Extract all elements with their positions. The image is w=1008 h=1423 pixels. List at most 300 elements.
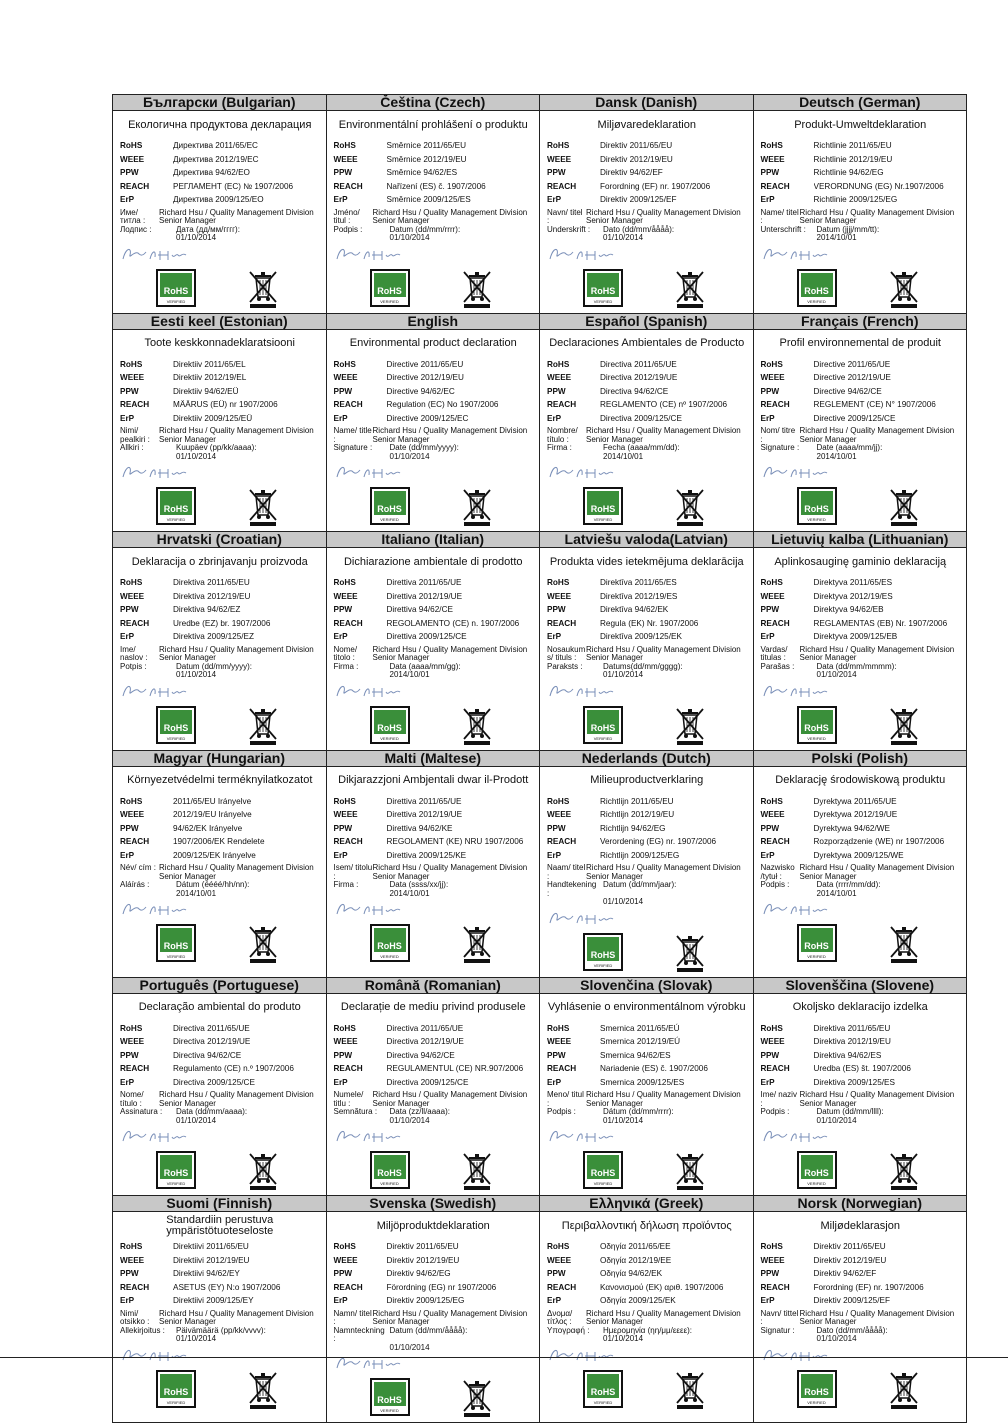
regulation-row [334, 849, 534, 863]
regulation-label: PPW [760, 1269, 780, 1278]
regulation-value: 94/62/EK Irányelve [173, 823, 243, 833]
sign-row [547, 226, 747, 235]
regulation-list [547, 576, 747, 644]
regulation-label: ErP [120, 632, 135, 641]
name-row [547, 1091, 747, 1108]
regulation-label: REACH [760, 618, 790, 628]
sign-label: Handtekening : [547, 880, 597, 898]
regulation-value: Směrnice 94/62/ES [386, 168, 458, 177]
rohs-logo-sub: VERIFIED [799, 516, 835, 523]
sign-label: Signature : [760, 443, 800, 452]
date-label: Data (aaaa/mm/gg): [389, 661, 461, 671]
name-value: Richard Hsu / Quality Management Division Senior Manager [799, 1308, 955, 1326]
regulation-list [120, 1022, 320, 1090]
regulation-label: REACH [547, 400, 577, 409]
regulation-label: WEEE [547, 373, 572, 382]
sign-label: Signatur : [760, 1325, 795, 1335]
regulation-value: Forordning (EF) nr. 1907/2006 [600, 181, 711, 191]
regulation-row [120, 849, 320, 863]
rohs-verified-logo [156, 487, 196, 525]
compliance-logos [334, 485, 534, 531]
handwritten-signature [334, 1125, 534, 1149]
regulation-row [120, 153, 320, 167]
regulation-row [120, 603, 320, 617]
regulation-label: PPW [760, 168, 780, 177]
date-value: 01/10/2014 [389, 1115, 430, 1125]
language-header: Slovenčina (Slovak) [540, 978, 753, 994]
regulation-row [334, 835, 534, 849]
regulation-label: WEEE [547, 1037, 572, 1046]
name-value: Richard Hsu / Quality Management Division Senior Manager [159, 863, 314, 881]
rohs-logo-sub: VERIFIED [799, 298, 835, 305]
compliance-logos [334, 1149, 534, 1195]
declaration-body [540, 330, 753, 532]
grid-row [113, 751, 967, 978]
declaration-title: Standardiin perustuva ympäristötuoteseloste [166, 1214, 274, 1237]
regulation-label: WEEE [760, 591, 785, 601]
date-label: Date (aaaa/mm/jj): [816, 443, 883, 452]
rohs-verified-logo [583, 1370, 623, 1408]
regulation-row [761, 371, 961, 385]
name-label: Vardas/ titulas : [760, 644, 788, 662]
regulation-row [334, 590, 534, 604]
sign-row [547, 881, 747, 898]
regulation-row [334, 1062, 534, 1076]
regulation-row [120, 193, 320, 207]
rohs-logo-text: RoHS [163, 285, 189, 296]
language-header: Français (French) [754, 314, 967, 330]
rohs-logo-sub: VERIFIED [799, 1180, 835, 1187]
regulation-value: Nařízení (ES) č. 1907/2006 [386, 181, 486, 191]
name-value: Richard Hsu / Quality Management Division Senior Manager [799, 1090, 955, 1108]
declaration-cell [754, 1196, 968, 1423]
declaration-cell [540, 751, 754, 978]
regulation-label: WEEE [547, 1255, 572, 1265]
declaration-body [754, 767, 967, 969]
regulation-value: Nariadenie (ES) č. 1907/2006 [600, 1064, 708, 1073]
declaration-body [754, 548, 967, 750]
regulation-value: Directiva 2009/125/CE [386, 1077, 469, 1087]
regulation-row [547, 630, 747, 644]
declaration-body [327, 1212, 540, 1422]
regulation-row [120, 358, 320, 372]
regulation-value: Regula (EK) Nr. 1907/2006 [600, 618, 699, 628]
regulation-row [547, 371, 747, 385]
signatory-block [547, 209, 747, 243]
name-value: Richard Hsu / Quality Management Division Senior Manager [372, 1090, 528, 1108]
regulation-label: WEEE [120, 373, 145, 382]
regulation-row [334, 1254, 534, 1268]
rohs-logo-text: RoHS [377, 722, 402, 733]
regulation-row [334, 371, 534, 385]
handwritten-signature [120, 1125, 320, 1149]
regulation-row [761, 1240, 961, 1254]
regulation-row [120, 1281, 320, 1295]
grid-row [113, 1196, 967, 1423]
regulation-label: ErP [547, 1077, 562, 1087]
regulation-value: Directive 2012/19/UE [813, 373, 891, 382]
regulation-value: Directive 2009/125/EC [386, 413, 469, 423]
rohs-verified-logo [583, 269, 623, 307]
date-label: Datum (dd/mm/rrrr): [389, 224, 461, 234]
regulation-list [334, 576, 534, 644]
regulation-value: REGULAMENTUL (CE) NR.907/2006 [386, 1064, 524, 1073]
rohs-verified-logo [156, 706, 196, 744]
compliance-logos [120, 1149, 320, 1195]
regulation-row [334, 1035, 534, 1049]
regulation-row [334, 576, 534, 590]
regulation-value: Richtlinie 2012/19/EU [813, 154, 893, 164]
regulation-value: Směrnice 2011/65/EU [386, 141, 466, 150]
regulation-label: RoHS [547, 1242, 570, 1251]
regulation-row [761, 166, 961, 180]
regulation-label: REACH [760, 1064, 790, 1073]
sign-label: Υπογραφή : [547, 1325, 590, 1335]
date-value: 01/10/2014 [816, 1334, 857, 1343]
handwritten-signature [120, 680, 320, 704]
handwritten-signature [761, 1125, 961, 1149]
regulation-row [761, 590, 961, 604]
regulation-value: Směrnice 2009/125/ES [386, 195, 471, 204]
regulation-label: WEEE [547, 591, 572, 601]
regulation-row [334, 398, 534, 412]
regulation-label: PPW [120, 605, 139, 614]
sign-label: Podpis : [333, 224, 363, 234]
signatory-block [334, 864, 534, 898]
regulation-label: WEEE [333, 154, 358, 164]
declaration-title: Dikjarazzjoni Ambjentali dwar il-Prodott [338, 774, 529, 786]
rohs-logo-text: RoHS [163, 1386, 189, 1397]
date-label: Dátum (éééé/hh/nn): [176, 880, 250, 889]
regulation-label: REACH [333, 1282, 363, 1292]
regulation-list [761, 1022, 961, 1090]
rohs-logo-sub: VERIFIED [158, 1180, 194, 1187]
signatory-block [120, 427, 320, 461]
regulation-row [334, 795, 534, 809]
regulation-label: RoHS [760, 1242, 783, 1251]
regulation-label: ErP [120, 413, 135, 423]
regulation-value: Direktiva 2011/65/EU [173, 578, 250, 587]
crossed-out-wheelie-bin-icon [675, 487, 705, 532]
regulation-label: REACH [120, 400, 150, 409]
language-header: Magyar (Hungarian) [113, 751, 326, 767]
regulation-value: Dyrektywa 94/62/WE [813, 823, 890, 833]
rohs-logo-sub: VERIFIED [799, 735, 835, 742]
regulation-label: REACH [333, 181, 363, 191]
date-value: 01/10/2014 [603, 1334, 644, 1343]
regulation-label: ErP [760, 1077, 775, 1087]
compliance-logos [120, 267, 320, 313]
regulation-label: RoHS [120, 359, 143, 369]
regulation-label: WEEE [120, 1255, 145, 1265]
regulation-label: REACH [760, 1282, 790, 1292]
regulation-row [334, 180, 534, 194]
regulation-row [547, 835, 747, 849]
regulation-value: Smernica 2011/65/EÚ [600, 1023, 680, 1033]
compliance-logos [761, 1368, 961, 1414]
regulation-label: RoHS [120, 796, 143, 806]
rohs-verified-logo [583, 933, 623, 971]
name-row [120, 1310, 320, 1327]
regulation-value: REGLAMENTAS (EB) Nr. 1907/2006 [813, 618, 948, 628]
crossed-out-wheelie-bin-icon [675, 1151, 705, 1196]
regulation-label: ErP [120, 195, 135, 204]
regulation-row [547, 1022, 747, 1036]
regulation-row [761, 630, 961, 644]
regulation-label: RoHS [547, 359, 570, 369]
name-value: Richard Hsu / Quality Management Division Senior Manager [159, 207, 314, 225]
regulation-row [547, 193, 747, 207]
sign-label: Allkiri : [120, 443, 144, 452]
date-label: Дата (дд/мм/гггг): [176, 224, 240, 234]
rohs-logo-sub: VERIFIED [158, 953, 194, 960]
regulation-list [334, 358, 534, 426]
compliance-logos [547, 1368, 747, 1414]
name-value: Richard Hsu / Quality Management Division Senior Manager [586, 207, 741, 225]
regulation-value: Dyrektywa 2012/19/UE [813, 810, 898, 819]
rohs-logo-text: RoHS [163, 504, 189, 514]
language-header: Ελληνικά (Greek) [540, 1196, 753, 1212]
regulation-row [120, 371, 320, 385]
regulation-value: Förordning (EG) nr 1907/2006 [386, 1282, 497, 1292]
regulation-value: Direktīva 2011/65/ES [600, 578, 677, 587]
language-header: English [327, 314, 540, 330]
regulation-row [547, 576, 747, 590]
declaration-cell [754, 978, 968, 1197]
rohs-verified-logo [370, 269, 410, 307]
signatory-block [120, 1091, 320, 1125]
date-value: 01/10/2014 [603, 233, 644, 242]
name-row [547, 1310, 747, 1327]
rohs-logo-text: RoHS [590, 1386, 616, 1397]
name-value: Richard Hsu / Quality Management Division Senior Manager [372, 426, 528, 444]
compliance-logos [120, 704, 320, 750]
name-value: Richard Hsu / Quality Management Division Senior Manager [799, 644, 955, 662]
regulation-value: Directive 2009/125/CE [813, 413, 896, 423]
regulation-row [547, 1267, 747, 1281]
regulation-row [547, 166, 747, 180]
date-value: 01/10/2014 [603, 897, 644, 906]
regulation-value: Directiva 2009/125/CE [600, 413, 682, 423]
declaration-title: Declaração ambiental do produto [138, 1001, 301, 1013]
regulation-list [120, 358, 320, 426]
rohs-logo-sub: VERIFIED [585, 298, 621, 305]
regulation-row [547, 822, 747, 836]
crossed-out-wheelie-bin-icon [462, 1378, 492, 1423]
date-value: 01/10/2014 [816, 670, 857, 679]
regulation-row [120, 617, 320, 631]
regulation-label: PPW [547, 823, 566, 833]
date-value: 01/10/2014 [389, 233, 430, 242]
name-label: Nimi/ otsikko : [120, 1308, 150, 1326]
regulation-value: Smernica 94/62/ES [600, 1050, 671, 1060]
regulation-value: Direktīva 94/62/EK [600, 605, 669, 614]
regulation-label: PPW [760, 386, 780, 396]
rohs-verified-logo [156, 1151, 196, 1189]
regulation-label: REACH [547, 181, 577, 191]
regulation-row [120, 412, 320, 426]
regulation-label: REACH [120, 1282, 150, 1292]
handwritten-signature [120, 243, 320, 267]
declaration-cell [540, 1196, 754, 1423]
regulation-row [120, 180, 320, 194]
sign-row [761, 1327, 961, 1336]
sign-row [334, 1327, 534, 1344]
regulation-list [547, 1022, 747, 1090]
crossed-out-wheelie-bin-icon [248, 487, 278, 532]
signatory-block [547, 1310, 747, 1344]
regulation-value: Uredbe (EZ) br. 1907/2006 [173, 618, 271, 628]
sign-row [761, 226, 961, 235]
regulation-label: WEEE [760, 1037, 785, 1046]
regulation-row [761, 1062, 961, 1076]
name-label: Name/ titel : [760, 207, 799, 225]
regulation-value: Rozporządzenie (WE) nr 1907/2006 [813, 837, 945, 846]
regulation-label: PPW [333, 386, 353, 396]
declaration-body [754, 994, 967, 1196]
date-label: Päivämäärä (pp/kk/vvvv): [176, 1325, 266, 1335]
regulation-value: Directiva 2012/19/UE [386, 1037, 464, 1046]
regulation-value: Директива 2012/19/ЕС [173, 154, 259, 164]
regulation-value: Direttiva 2009/125/CE [386, 632, 467, 641]
sign-label: Underskrift : [547, 224, 591, 234]
declaration-cell [113, 314, 327, 533]
signatory-block [120, 209, 320, 243]
crossed-out-wheelie-bin-icon [248, 1370, 278, 1415]
language-header: Norsk (Norwegian) [754, 1196, 967, 1212]
sign-row [334, 226, 534, 235]
regulation-row [761, 822, 961, 836]
regulation-row [120, 795, 320, 809]
crossed-out-wheelie-bin-icon [248, 706, 278, 751]
name-value: Richard Hsu / Quality Management Division Senior Manager [159, 1090, 314, 1108]
declaration-title: Milieuproductverklaring [590, 774, 704, 786]
date-label: Data (dd/mm/aaaa): [176, 1107, 248, 1116]
language-header: Dansk (Danish) [540, 95, 753, 111]
regulation-value: Richtlijn 94/62/EG [600, 823, 666, 833]
regulation-value: 2011/65/EU Irányelve [173, 796, 252, 806]
signatory-block [761, 864, 961, 898]
rohs-logo-sub: VERIFIED [158, 298, 194, 305]
regulation-value: Directiva 94/62/CE [386, 1050, 455, 1060]
regulation-label: WEEE [333, 1255, 358, 1265]
declaration-body [540, 994, 753, 1196]
regulation-list [120, 576, 320, 644]
declaration-title: Environmental product declaration [349, 337, 517, 349]
regulation-label: ErP [333, 195, 348, 204]
name-row [334, 1091, 534, 1108]
regulation-value: Dyrektywa 2011/65/UE [813, 796, 897, 806]
regulation-list [334, 1240, 534, 1308]
regulation-row [120, 139, 320, 153]
regulation-label: WEEE [120, 1037, 145, 1046]
regulation-value: Direktyva 2011/65/ES [813, 578, 893, 587]
crossed-out-wheelie-bin-icon [462, 706, 492, 751]
regulation-label: ErP [760, 632, 775, 641]
regulation-label: ErP [333, 632, 348, 641]
regulation-row [761, 398, 961, 412]
sign-label: Podpis : [760, 880, 790, 889]
compliance-logos [120, 1368, 320, 1414]
rohs-logo-sub: VERIFIED [372, 516, 408, 523]
name-row [120, 646, 320, 663]
regulation-label: REACH [760, 400, 790, 409]
regulation-row [547, 603, 747, 617]
name-value: Richard Hsu / Quality Management Division Senior Manager [586, 426, 741, 444]
regulation-value: Direktiv 2011/65/EU [386, 1242, 459, 1251]
declaration-title: Toote keskkonnadeklaratsiooni [144, 337, 295, 349]
date-label: Datum (jjjj/mm/tt): [816, 224, 880, 234]
date-label: Dátum (dd/mm/rrrr): [603, 1107, 674, 1116]
regulation-row [761, 795, 961, 809]
rohs-logo-sub: VERIFIED [585, 516, 621, 523]
regulation-value: 2009/125/EK Irányelve [173, 850, 256, 860]
language-header: Malti (Maltese) [327, 751, 540, 767]
regulation-value: Direttiva 2009/125/KE [386, 850, 467, 860]
language-header: Português (Portuguese) [113, 978, 326, 994]
regulation-value: Direktiv 94/62/EF [813, 1269, 877, 1278]
regulation-label: PPW [333, 823, 353, 833]
handwritten-signature [761, 243, 961, 267]
sign-row [761, 1108, 961, 1117]
handwritten-signature [120, 461, 320, 485]
signatory-block [120, 864, 320, 898]
regulation-value: РЕГЛАМЕНТ (ЕС) № 1907/2006 [173, 181, 294, 191]
crossed-out-wheelie-bin-icon [889, 487, 919, 532]
declaration-title: Екологична продуктова декларация [128, 118, 312, 131]
regulation-row [334, 617, 534, 631]
regulation-value: Direktiv 2009/125/EG [386, 1296, 465, 1305]
regulation-label: WEEE [120, 591, 145, 601]
name-row [761, 864, 961, 881]
sign-row [120, 663, 320, 672]
regulation-row [120, 835, 320, 849]
compliance-logos [761, 922, 961, 968]
handwritten-signature [334, 680, 534, 704]
regulation-value: Direktiva 2012/19/EU [173, 591, 251, 601]
sign-row [761, 444, 961, 453]
date-value: 01/10/2014 [603, 1115, 644, 1125]
name-value: Richard Hsu / Quality Management Division Senior Manager [159, 426, 314, 444]
regulation-value: Direktīva 2012/19/ES [600, 591, 678, 601]
rohs-verified-logo [797, 487, 837, 525]
regulation-label: ErP [333, 1077, 348, 1087]
name-label: Név/ cím : [120, 863, 157, 872]
declaration-cell [327, 978, 541, 1197]
regulation-row [334, 1294, 534, 1308]
regulation-list [761, 139, 961, 207]
regulation-label: ErP [333, 1296, 348, 1305]
sign-label: Aláírás : [120, 880, 150, 889]
language-header: Čeština (Czech) [327, 95, 540, 111]
regulation-row [547, 398, 747, 412]
regulation-row [120, 808, 320, 822]
date-value: 01/10/2014 [176, 1334, 217, 1343]
regulation-label: REACH [120, 618, 150, 628]
name-label: Nazwisko /tytuł : [760, 863, 795, 881]
name-label: Nosaukum s/ tituls : [547, 644, 586, 662]
name-value: Richard Hsu / Quality Management Division Senior Manager [159, 1308, 314, 1326]
rohs-logo-sub: VERIFIED [158, 735, 194, 742]
regulation-value: Direttiva 2012/19/UE [386, 810, 463, 819]
regulation-row [761, 808, 961, 822]
name-value: Richard Hsu / Quality Management Division Senior Manager [586, 644, 741, 662]
declaration-cell [540, 532, 754, 751]
regulation-label: RoHS [333, 796, 356, 806]
name-label: Ime/ naziv : [760, 1090, 797, 1108]
rohs-logo-text: RoHS [804, 285, 829, 296]
regulation-label: RoHS [120, 578, 143, 587]
